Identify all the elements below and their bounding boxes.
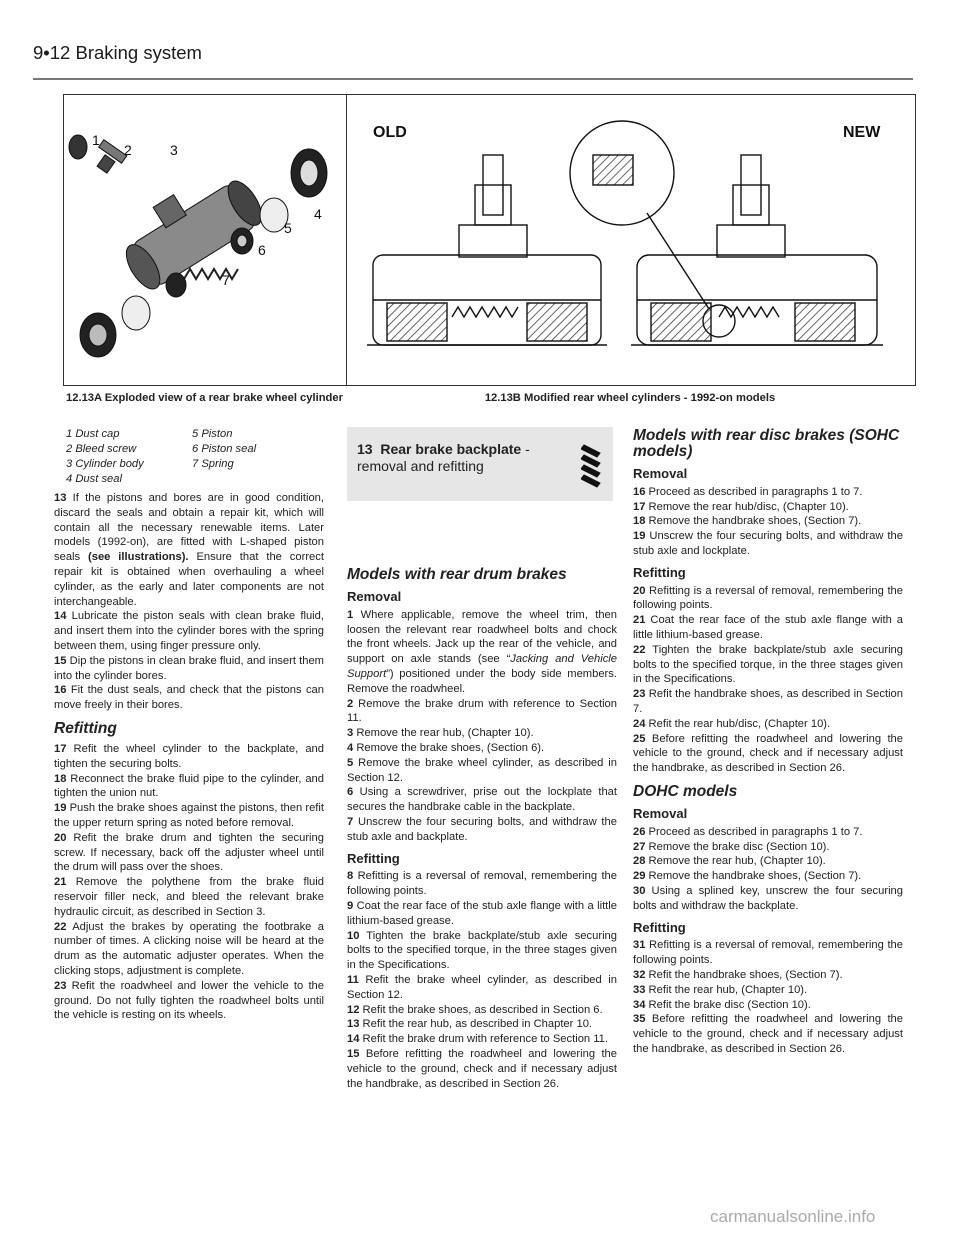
wheel-cylinder-exploded-illustration xyxy=(64,95,347,385)
paragraph-number: 21 xyxy=(54,876,67,889)
column-left xyxy=(54,491,324,1023)
minor-heading: Removal xyxy=(633,466,688,481)
paragraph xyxy=(633,968,903,983)
legend-row xyxy=(66,472,336,487)
paragraph-text: Fit the dust seals, and check that the pistons can move freely in their bores. xyxy=(54,684,324,712)
paragraph-italic: Jacking and Vehicle Support xyxy=(347,653,617,680)
paragraph-text: Refit the brake shoes, as described in Section 6. xyxy=(359,1003,603,1016)
legend-item: 3 Cylinder body xyxy=(66,458,144,470)
paragraph xyxy=(633,869,903,884)
paragraph-text: Remove the brake drum with reference to Section 11. xyxy=(347,697,617,725)
paragraph-text: Refit the handbrake shoes, (Section 7). xyxy=(645,968,843,981)
subsection-heading: Models with rear drum brakes xyxy=(347,566,567,583)
paragraph xyxy=(633,983,903,998)
paragraph xyxy=(347,756,617,786)
paragraph-number: 35 xyxy=(633,1013,646,1026)
paragraph-number: 16 xyxy=(633,485,646,498)
paragraph-text: Reconnect the brake fluid pipe to the cylinder, and tighten the union nut. xyxy=(54,772,324,800)
paragraph-number: 24 xyxy=(633,717,646,730)
paragraph-number: 18 xyxy=(54,772,67,785)
paragraph xyxy=(347,741,617,756)
paragraph xyxy=(54,801,324,831)
subsection-heading: Models with rear disc brakes (SOHC models) xyxy=(633,427,900,460)
section-subtitle: removal and refitting xyxy=(357,458,484,474)
paragraph-number: 4 xyxy=(347,741,354,754)
paragraph-text: ”) positioned under the body side members. Remove the roadwheel. xyxy=(347,667,617,695)
callout-6: 6 xyxy=(258,242,266,258)
paragraph-number: 17 xyxy=(54,742,67,755)
paragraph-number: 15 xyxy=(54,654,67,667)
paragraph xyxy=(633,613,903,643)
paragraph-text: Refit the wheel cylinder to the backplate, and tighten the securing bolts. xyxy=(54,742,324,770)
minor-heading: Removal xyxy=(633,805,688,821)
paragraph-number: 12 xyxy=(347,1003,360,1016)
paragraph-number: 14 xyxy=(347,1033,360,1046)
paragraph xyxy=(633,500,903,515)
paragraph xyxy=(347,1003,617,1018)
paragraph-text: Refitting is a reversal of removal, remembering the following points. xyxy=(633,584,903,612)
paragraph xyxy=(633,884,903,914)
paragraph xyxy=(633,854,903,869)
section-title xyxy=(357,441,530,475)
paragraph-number: 7 xyxy=(347,815,354,828)
paragraph-text: Refit the handbrake shoes, as described in Section 7. xyxy=(633,688,903,715)
paragraph-text: Refitting is a reversal of removal, remembering the following points. xyxy=(347,870,617,898)
paragraph-number: 13 xyxy=(54,492,67,504)
figure-modified-cylinders xyxy=(346,94,916,386)
paragraph-text: Remove the rear hub, (Chapter 10). xyxy=(353,727,534,740)
paragraph-text: Remove the brake disc (Section 10). xyxy=(645,840,830,853)
paragraph-number: 19 xyxy=(54,802,67,815)
paragraph-number: 18 xyxy=(633,515,646,528)
page-header: 9•12 Braking system xyxy=(33,42,202,63)
paragraph xyxy=(347,1017,617,1032)
paragraph-text: Adjust the brakes by operating the footbrake a number of times. A clicking noise will be heard at the drum as the automatic adjuster operates. When the clicking stops, adjustment is complete. xyxy=(54,920,324,977)
paragraph xyxy=(633,938,903,968)
paragraph-text: Remove the brake shoes, (Section 6). xyxy=(353,741,545,754)
callout-2: 2 xyxy=(124,142,132,158)
paragraph-text: Refit the brake disc (Section 10). xyxy=(645,998,811,1011)
paragraph xyxy=(347,869,617,899)
paragraph-number: 16 xyxy=(54,684,67,697)
paragraph-text: Before refitting the roadwheel and lowering the vehicle to the ground, check and if necessary adjust the handbrake, as described in Section 26. xyxy=(347,1047,617,1090)
paragraph-number: 23 xyxy=(633,688,646,701)
legend-row xyxy=(66,427,336,442)
cylinder-section-diagram xyxy=(347,95,915,385)
paragraph-number: 22 xyxy=(54,920,67,933)
paragraph xyxy=(633,840,903,855)
minor-heading: Refitting xyxy=(633,919,686,935)
paragraph-number: 6 xyxy=(347,786,354,799)
paragraph-text: Remove the handbrake shoes, (Section 7). xyxy=(645,515,862,528)
paragraph xyxy=(347,1032,617,1047)
paragraph-number: 17 xyxy=(633,500,646,513)
paragraph-number: 1 xyxy=(347,608,354,621)
paragraph-number: 3 xyxy=(347,727,354,740)
paragraph xyxy=(54,609,324,653)
paragraph-text: Remove the handbrake shoes, (Section 7). xyxy=(645,870,862,883)
paragraph-number: 23 xyxy=(54,979,67,992)
paragraph xyxy=(347,608,617,697)
paragraph-number: 29 xyxy=(633,870,646,883)
paragraph-number: 15 xyxy=(347,1047,360,1060)
legend-item: 7 Spring xyxy=(192,458,234,470)
paragraph-text: Refit the rear hub/disc, (Chapter 10). xyxy=(645,717,831,730)
minor-heading: Refitting xyxy=(347,850,400,866)
paragraph-text: Refit the brake drum and tighten the securing screw. If necessary, back off the adjuster wheel until the drum will pass over the shoes. xyxy=(54,831,324,874)
paragraph xyxy=(633,732,903,776)
paragraph-text: Refit the brake drum with reference to Section 11. xyxy=(359,1033,608,1046)
paragraph xyxy=(54,683,324,713)
paragraph-number: 21 xyxy=(633,614,646,627)
paragraph-text: Remove the polythene from the brake fluid reservoir filler neck, and bleed the relevant brake hydraulic circuit, as described in Section 3. xyxy=(54,876,324,918)
paragraph-number: 31 xyxy=(633,939,646,952)
paragraph xyxy=(54,979,324,1023)
legend-row xyxy=(66,457,336,472)
paragraph-text: Where applicable, remove the wheel trim, then loosen the relevant rear roadwheel bolts and chock the front wheels. Jack up the rear of the vehicle, and support on axle stands (see “ xyxy=(347,608,617,666)
legend-item: 1 Dust cap xyxy=(66,428,120,440)
paragraph-text: Unscrew the four securing bolts, and withdraw the stub axle and lockplate. xyxy=(633,530,903,557)
column-right xyxy=(633,428,903,1057)
paragraph-number: 8 xyxy=(347,870,354,883)
paragraph-number: 20 xyxy=(633,584,646,597)
paragraph-text: Ensure that the correct repair kit is obtained when overhauling a wheel cylinder, as the early and later components are not interchangeable. xyxy=(54,551,324,608)
figure-a-caption: 12.13A Exploded view of a rear brake wheel cylinder xyxy=(66,392,343,404)
section-title-text: Rear brake backplate xyxy=(380,441,522,457)
paragraph-number: 5 xyxy=(347,756,354,769)
paragraph-number: 13 xyxy=(347,1018,360,1031)
label-new: NEW xyxy=(843,124,881,141)
paragraph xyxy=(54,491,324,609)
paragraph-text: If the pistons and bores are in good condition, discard the seals and obtain a repair kit, which will contain all the necessary renewable items. Later models (1992-on), are fitted with L-shaped piston seals xyxy=(54,492,324,564)
paragraph-number: 34 xyxy=(633,998,646,1011)
paragraph xyxy=(633,485,903,500)
section-number: 13 xyxy=(357,441,373,457)
paragraph xyxy=(54,831,324,875)
subsection-heading: Refitting xyxy=(54,719,117,737)
paragraph-text: Unscrew the four securing bolts, and withdraw the stub axle and backplate. xyxy=(347,815,617,843)
paragraph-number: 22 xyxy=(633,643,646,656)
callout-7: 7 xyxy=(222,272,230,288)
label-old: OLD xyxy=(373,124,407,141)
paragraph xyxy=(633,1012,903,1056)
callout-4: 4 xyxy=(314,206,322,222)
paragraph-text: Push the brake shoes against the pistons, then refit the upper return spring as noted before removal. xyxy=(54,802,324,829)
paragraph-text: Before refitting the roadwheel and lowering the vehicle to the ground, check and if necessary adjust the handbrake, as described in Section 26. xyxy=(633,732,903,775)
paragraph xyxy=(633,643,903,687)
paragraph-text: Dip the pistons in clean brake fluid, and insert them into the cylinder bores. xyxy=(54,654,324,682)
paragraph-text: Coat the rear face of the stub axle flange with a little lithium-based grease. xyxy=(347,899,617,927)
watermark: carmanualsonline.info xyxy=(710,1207,876,1226)
paragraph-number: 14 xyxy=(54,610,67,623)
header-rule xyxy=(33,78,913,80)
callout-3: 3 xyxy=(170,142,178,158)
paragraph-text: Tighten the brake backplate/stub axle securing bolts to the specified torque, in the three stages given in the Specifications. xyxy=(347,929,617,972)
paragraph-text: Coat the rear face of the stub axle flange with a little lithium-based grease. xyxy=(633,614,903,641)
figure-b-caption: 12.13B Modified rear wheel cylinders - 1992-on models xyxy=(484,392,776,404)
paragraph-number: 9 xyxy=(347,899,354,912)
paragraph-text: Remove the brake wheel cylinder, as described in Section 12. xyxy=(347,756,617,784)
paragraph-number: 33 xyxy=(633,983,646,996)
paragraph-text: Using a splined key, unscrew the four securing bolts and withdraw the backplate. xyxy=(633,884,903,912)
paragraph-text: Refit the brake wheel cylinder, as described in Section 12. xyxy=(347,973,617,1001)
paragraph xyxy=(347,929,617,973)
difficulty-wrench-icon xyxy=(581,441,603,496)
section-heading-box xyxy=(347,427,613,501)
paragraph xyxy=(54,875,324,919)
paragraph xyxy=(347,785,617,815)
paragraph-text: Refitting is a reversal of removal, remembering the following points. xyxy=(633,939,903,967)
paragraph-number: 28 xyxy=(633,855,646,868)
paragraph-text: Tighten the brake backplate/stub axle securing bolts to the specified torque, in the three stages given in the Specifications. xyxy=(633,643,903,686)
paragraph-text: Proceed as described in paragraphs 1 to 7. xyxy=(645,825,863,838)
paragraph xyxy=(633,998,903,1013)
paragraph xyxy=(347,726,617,741)
paragraph xyxy=(347,815,617,845)
column-middle xyxy=(347,559,617,1091)
paragraph-text: Refit the roadwheel and lower the vehicle to the ground. Do not fully tighten the roadwheel bolts until the vehicle is resting on its wheels. xyxy=(54,979,324,1022)
paragraph-number: 20 xyxy=(54,831,67,844)
section-title-sep: - xyxy=(521,441,530,457)
paragraph-bold: (see illustrations). xyxy=(88,551,189,564)
legend-row xyxy=(66,442,336,457)
paragraph-number: 10 xyxy=(347,929,360,942)
paragraph-number: 11 xyxy=(347,973,359,986)
paragraph-text: Proceed as described in paragraphs 1 to 7. xyxy=(645,485,863,498)
paragraph xyxy=(633,514,903,529)
paragraph-text: Remove the rear hub/disc, (Chapter 10). xyxy=(645,500,849,513)
figure-exploded-wheel-cylinder xyxy=(63,94,348,386)
paragraph-text: Refit the rear hub, as described in Chapter 10. xyxy=(359,1018,593,1031)
paragraph xyxy=(54,772,324,802)
paragraph xyxy=(347,1047,617,1091)
paragraph xyxy=(633,529,903,559)
legend-item: 4 Dust seal xyxy=(66,473,122,485)
legend-item: 5 Piston xyxy=(192,428,233,440)
paragraph-text: Refit the rear hub, (Chapter 10). xyxy=(645,983,808,996)
paragraph-number: 27 xyxy=(633,840,646,853)
paragraph-number: 26 xyxy=(633,825,646,838)
minor-heading: Refitting xyxy=(633,564,686,580)
legend-item: 6 Piston seal xyxy=(192,443,257,455)
paragraph xyxy=(633,825,903,840)
paragraph-number: 2 xyxy=(347,697,354,710)
minor-heading: Removal xyxy=(347,589,402,604)
paragraph-number: 25 xyxy=(633,732,646,745)
paragraph xyxy=(54,654,324,684)
paragraph-number: 32 xyxy=(633,968,646,981)
paragraph xyxy=(633,584,903,614)
paragraph-number: 19 xyxy=(633,530,646,543)
paragraph xyxy=(347,973,617,1003)
paragraph-text: Using a screwdriver, prise out the lockplate that secures the handbrake cable in the backplate. xyxy=(347,786,617,814)
figure-a-legend xyxy=(66,427,336,487)
paragraph xyxy=(347,697,617,727)
callout-1: 1 xyxy=(92,132,100,148)
paragraph-text: Lubricate the piston seals with clean brake fluid, and insert them into the cylinder bores with the spring between them, using finger pressure only. xyxy=(54,610,324,652)
paragraph-text: Remove the rear hub, (Chapter 10). xyxy=(645,855,826,868)
callout-5: 5 xyxy=(284,220,292,236)
paragraph-number: 30 xyxy=(633,884,646,897)
paragraph xyxy=(54,742,324,772)
paragraph xyxy=(347,899,617,929)
paragraph xyxy=(54,920,324,979)
paragraph xyxy=(633,687,903,717)
subsection-heading: DOHC models xyxy=(633,782,738,800)
legend-item: 2 Bleed screw xyxy=(66,443,137,455)
paragraph xyxy=(633,717,903,732)
paragraph-text: Before refitting the roadwheel and lowering the vehicle to the ground, check and if necessary adjust the handbrake, as described in Section 26. xyxy=(633,1013,903,1055)
